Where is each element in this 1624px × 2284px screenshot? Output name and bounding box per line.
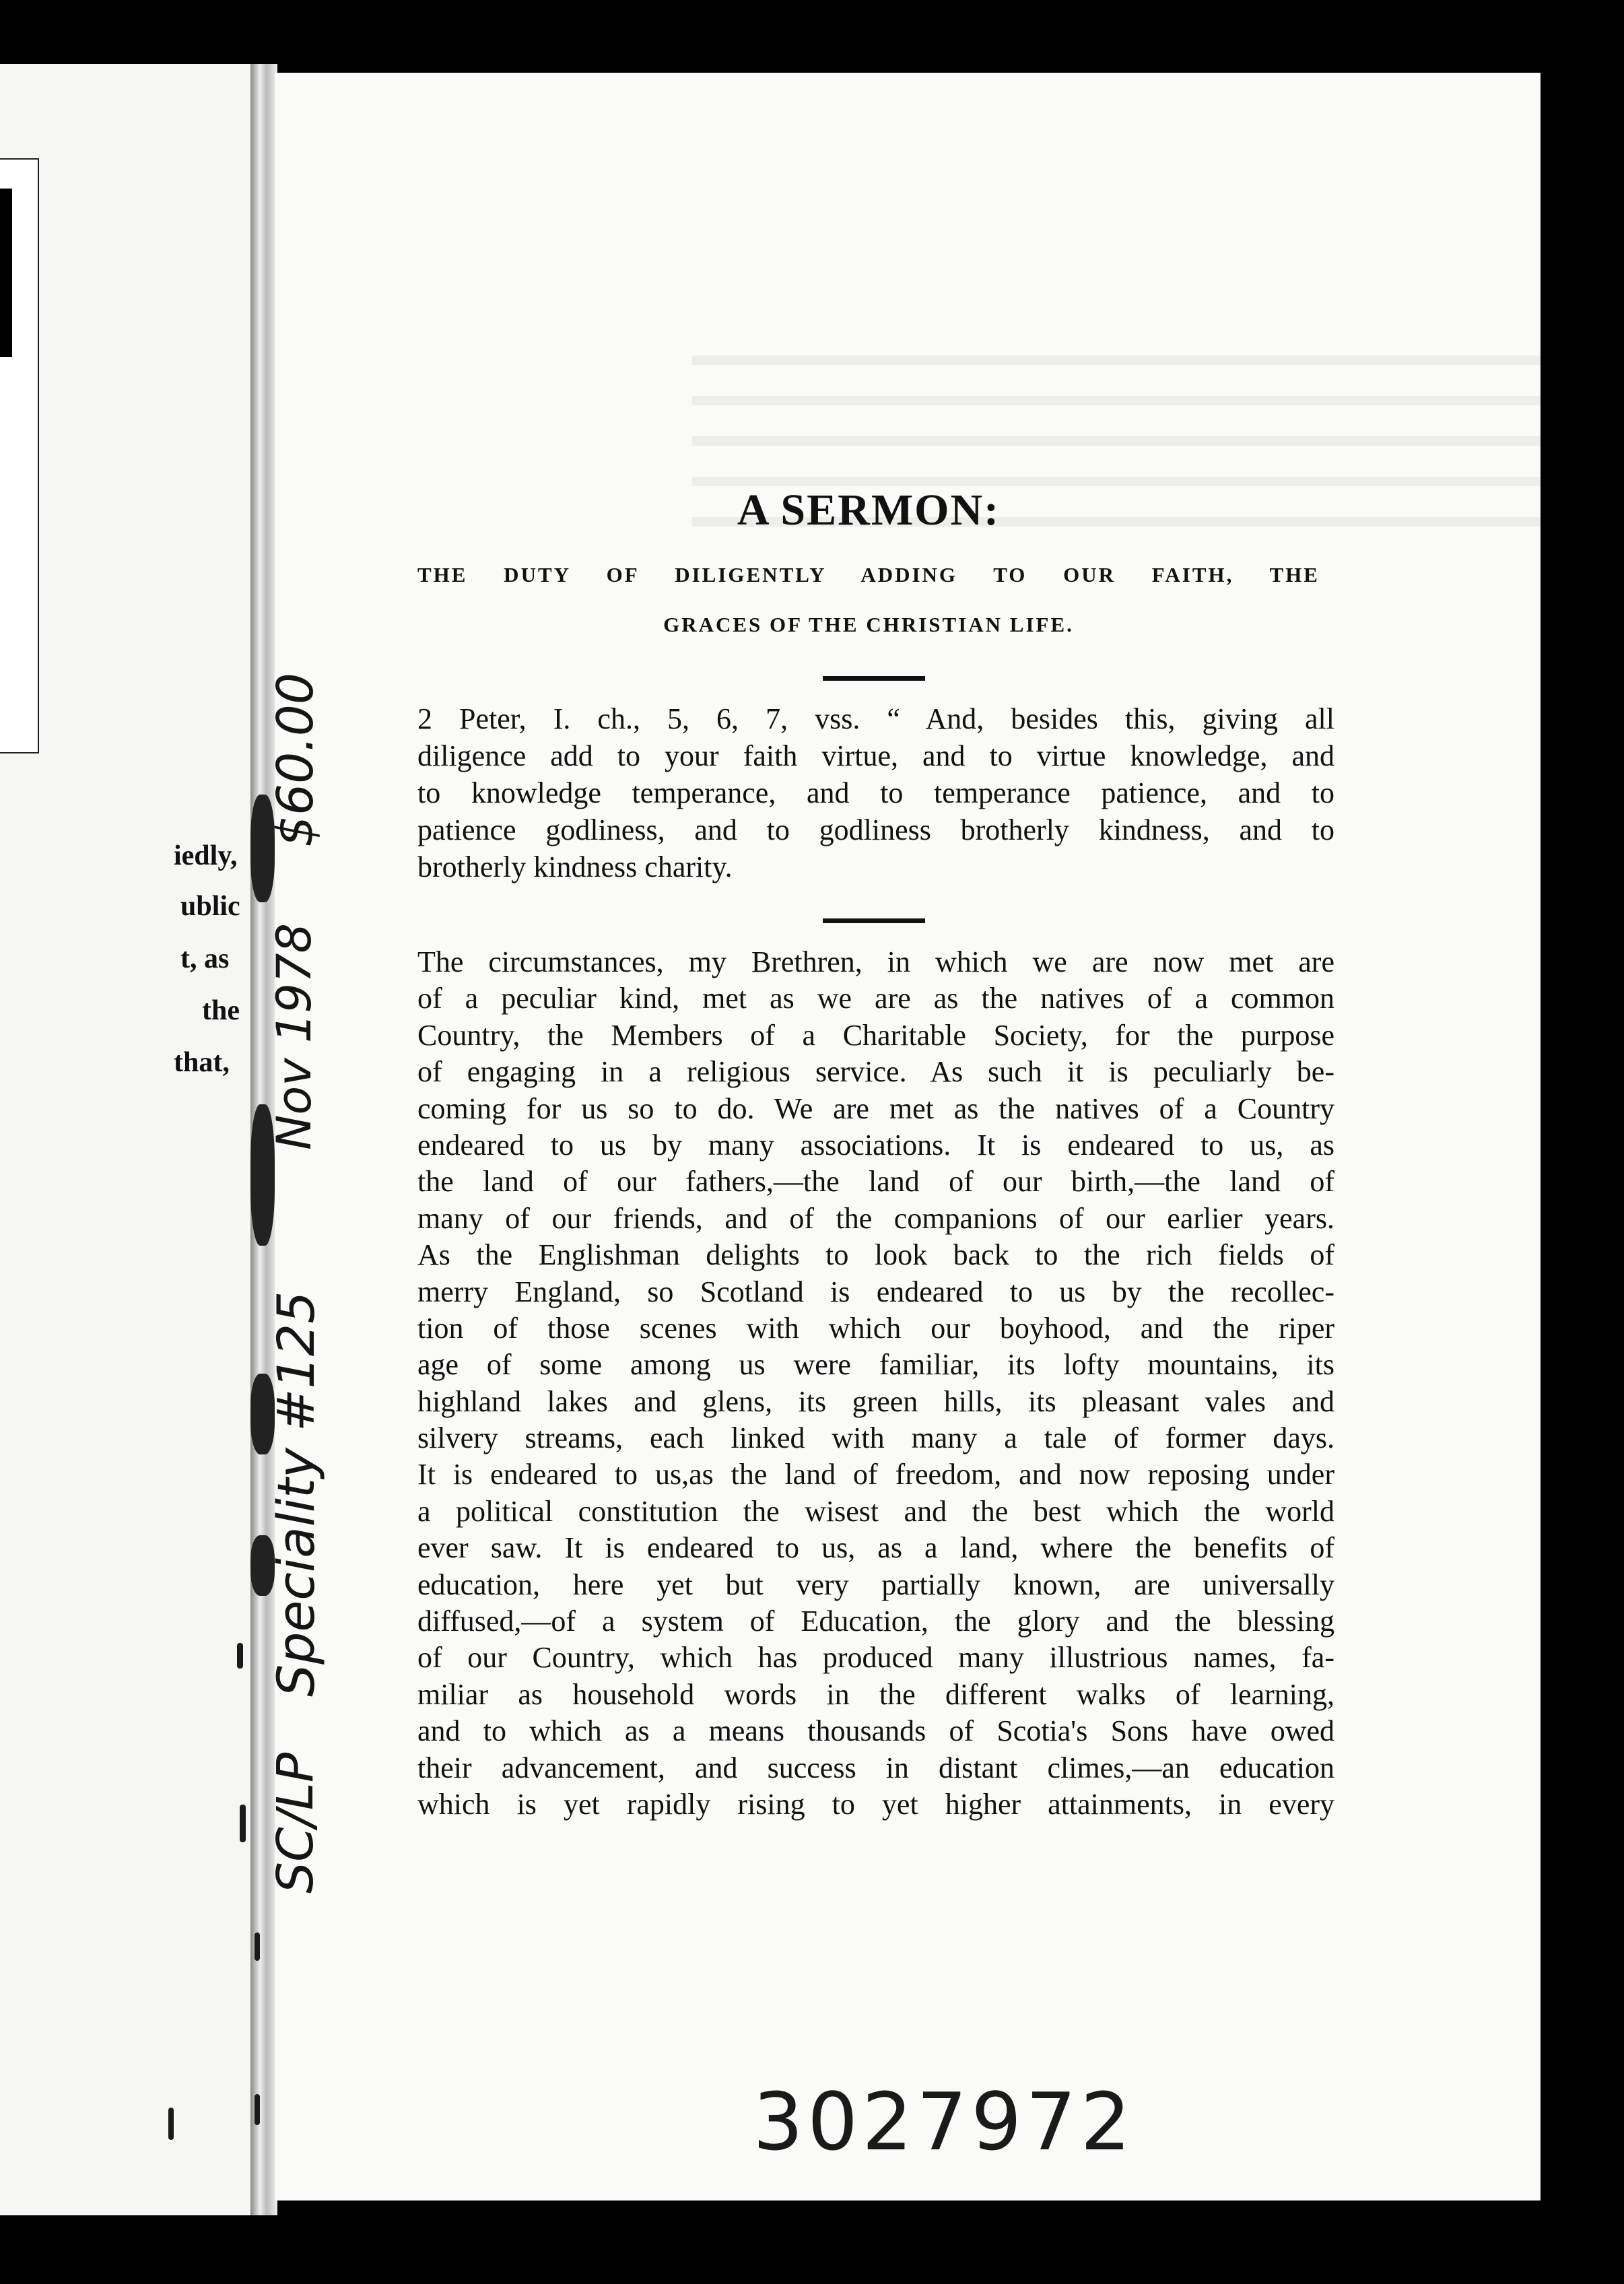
gutter-mark xyxy=(255,1933,260,1961)
sermon-subtitle-line-1: THE DUTY OF DILIGENTLY ADDING TO OUR FAITH, THE xyxy=(417,563,1320,586)
body-line: age of some among us were familiar, its lofty mountains, its xyxy=(417,1348,1334,1382)
body-line: education, here yet but very partially known, are universally xyxy=(417,1568,1334,1601)
body-line: of engaging in a religious service. As such it is peculiarly be- xyxy=(417,1055,1334,1089)
body-line: diffused,—of a system of Education, the glory and the blessing xyxy=(417,1605,1334,1638)
scripture-line: brotherly kindness charity. xyxy=(417,850,733,883)
left-page-fragment-3: t, as xyxy=(180,943,230,974)
body-line: tion of those scenes with which our boyhood, and the riper xyxy=(417,1311,1334,1345)
body-line: endeared to us by many associations. It is endeared to us, as xyxy=(417,1128,1334,1162)
body-line: and to which as a means thousands of Scotia's Sons have owed xyxy=(417,1714,1334,1748)
gutter-mark xyxy=(168,2108,174,2140)
date-annotation: Nov 1978 xyxy=(267,922,322,1150)
left-page-fragment-5: that, xyxy=(174,1047,230,1078)
gutter-mark xyxy=(240,1805,246,1842)
sermon-body xyxy=(417,944,1334,1823)
body-line: Country, the Members of a Charitable Society, for the purpose xyxy=(417,1018,1334,1052)
scripture-line: diligence add to your faith virtue, and to virtue knowledge, and xyxy=(417,739,1334,772)
scripture-divider xyxy=(823,918,925,923)
body-line: miliar as household words in the different walks of learning, xyxy=(417,1677,1334,1711)
body-line: of a peculiar kind, met as we are as the natives of a common xyxy=(417,982,1334,1015)
bleed-through-text xyxy=(692,396,1624,405)
catalog-number: 3027972 xyxy=(753,2075,1135,2168)
scripture-line: patience godliness, and to godliness brotherly kindness, and to xyxy=(417,813,1334,846)
title-divider xyxy=(823,676,925,681)
body-line: merry England, so Scotland is endeared to us by the recollec- xyxy=(417,1275,1334,1308)
body-line: It is endeared to us,as the land of freedom, and now reposing under xyxy=(417,1458,1334,1491)
gutter-mark xyxy=(255,2094,260,2125)
body-line: silvery streams, each linked with many a tale of former days. xyxy=(417,1421,1334,1455)
sermon-subtitle-line-2: GRACES OF THE CHRISTIAN LIFE. xyxy=(663,613,1074,636)
left-page-fragment-1: iedly, xyxy=(174,840,238,871)
body-line: of our Country, which has produced many illustrious names, fa- xyxy=(417,1641,1334,1675)
scripture-line: 2 Peter, I. ch., 5, 6, 7, vss. “ And, besides this, giving all xyxy=(417,702,1334,735)
body-line: a political constitution the wisest and the best which the world xyxy=(417,1494,1334,1528)
bleed-through-text xyxy=(692,477,1624,486)
body-line: As the Englishman delights to look back to the rich fields of xyxy=(417,1238,1334,1272)
left-page-fragment-4: the xyxy=(202,995,240,1026)
specialty-annotation: Speciality #125 xyxy=(266,1291,326,1697)
body-line: which is yet rapidly rising to yet higher attainments, in every xyxy=(417,1787,1334,1821)
left-page-fragment-2: ublic xyxy=(180,891,240,922)
gutter-mark xyxy=(237,1643,243,1669)
bleed-through-text xyxy=(692,356,1624,365)
body-line: their advancement, and success in distant climes,—an education xyxy=(417,1751,1334,1784)
bleed-through-text xyxy=(692,436,1624,446)
scripture-text xyxy=(417,700,1334,885)
body-line: coming for us so to do. We are met as the natives of a Country xyxy=(417,1091,1334,1125)
price-annotation: $60.00 xyxy=(267,673,325,847)
scripture-line: to knowledge temperance, and to temperance patience, and to xyxy=(417,776,1334,809)
code-annotation: SC/LP xyxy=(267,1752,325,1893)
body-line: many of our friends, and of the companions of our earlier years. xyxy=(417,1201,1334,1235)
body-line: ever saw. It is endeared to us, as a land, where the benefits of xyxy=(417,1531,1334,1565)
previous-page-fragment xyxy=(0,64,250,2215)
sermon-title: A SERMON: xyxy=(737,485,1001,535)
body-line: highland lakes and glens, its green hills, its pleasant vales and xyxy=(417,1384,1334,1418)
body-line: The circumstances, my Brethren, in which we are now met are xyxy=(417,945,1334,978)
ink-bar xyxy=(0,189,12,357)
body-line: the land of our fathers,—the land of our birth,—the land of xyxy=(417,1165,1334,1199)
